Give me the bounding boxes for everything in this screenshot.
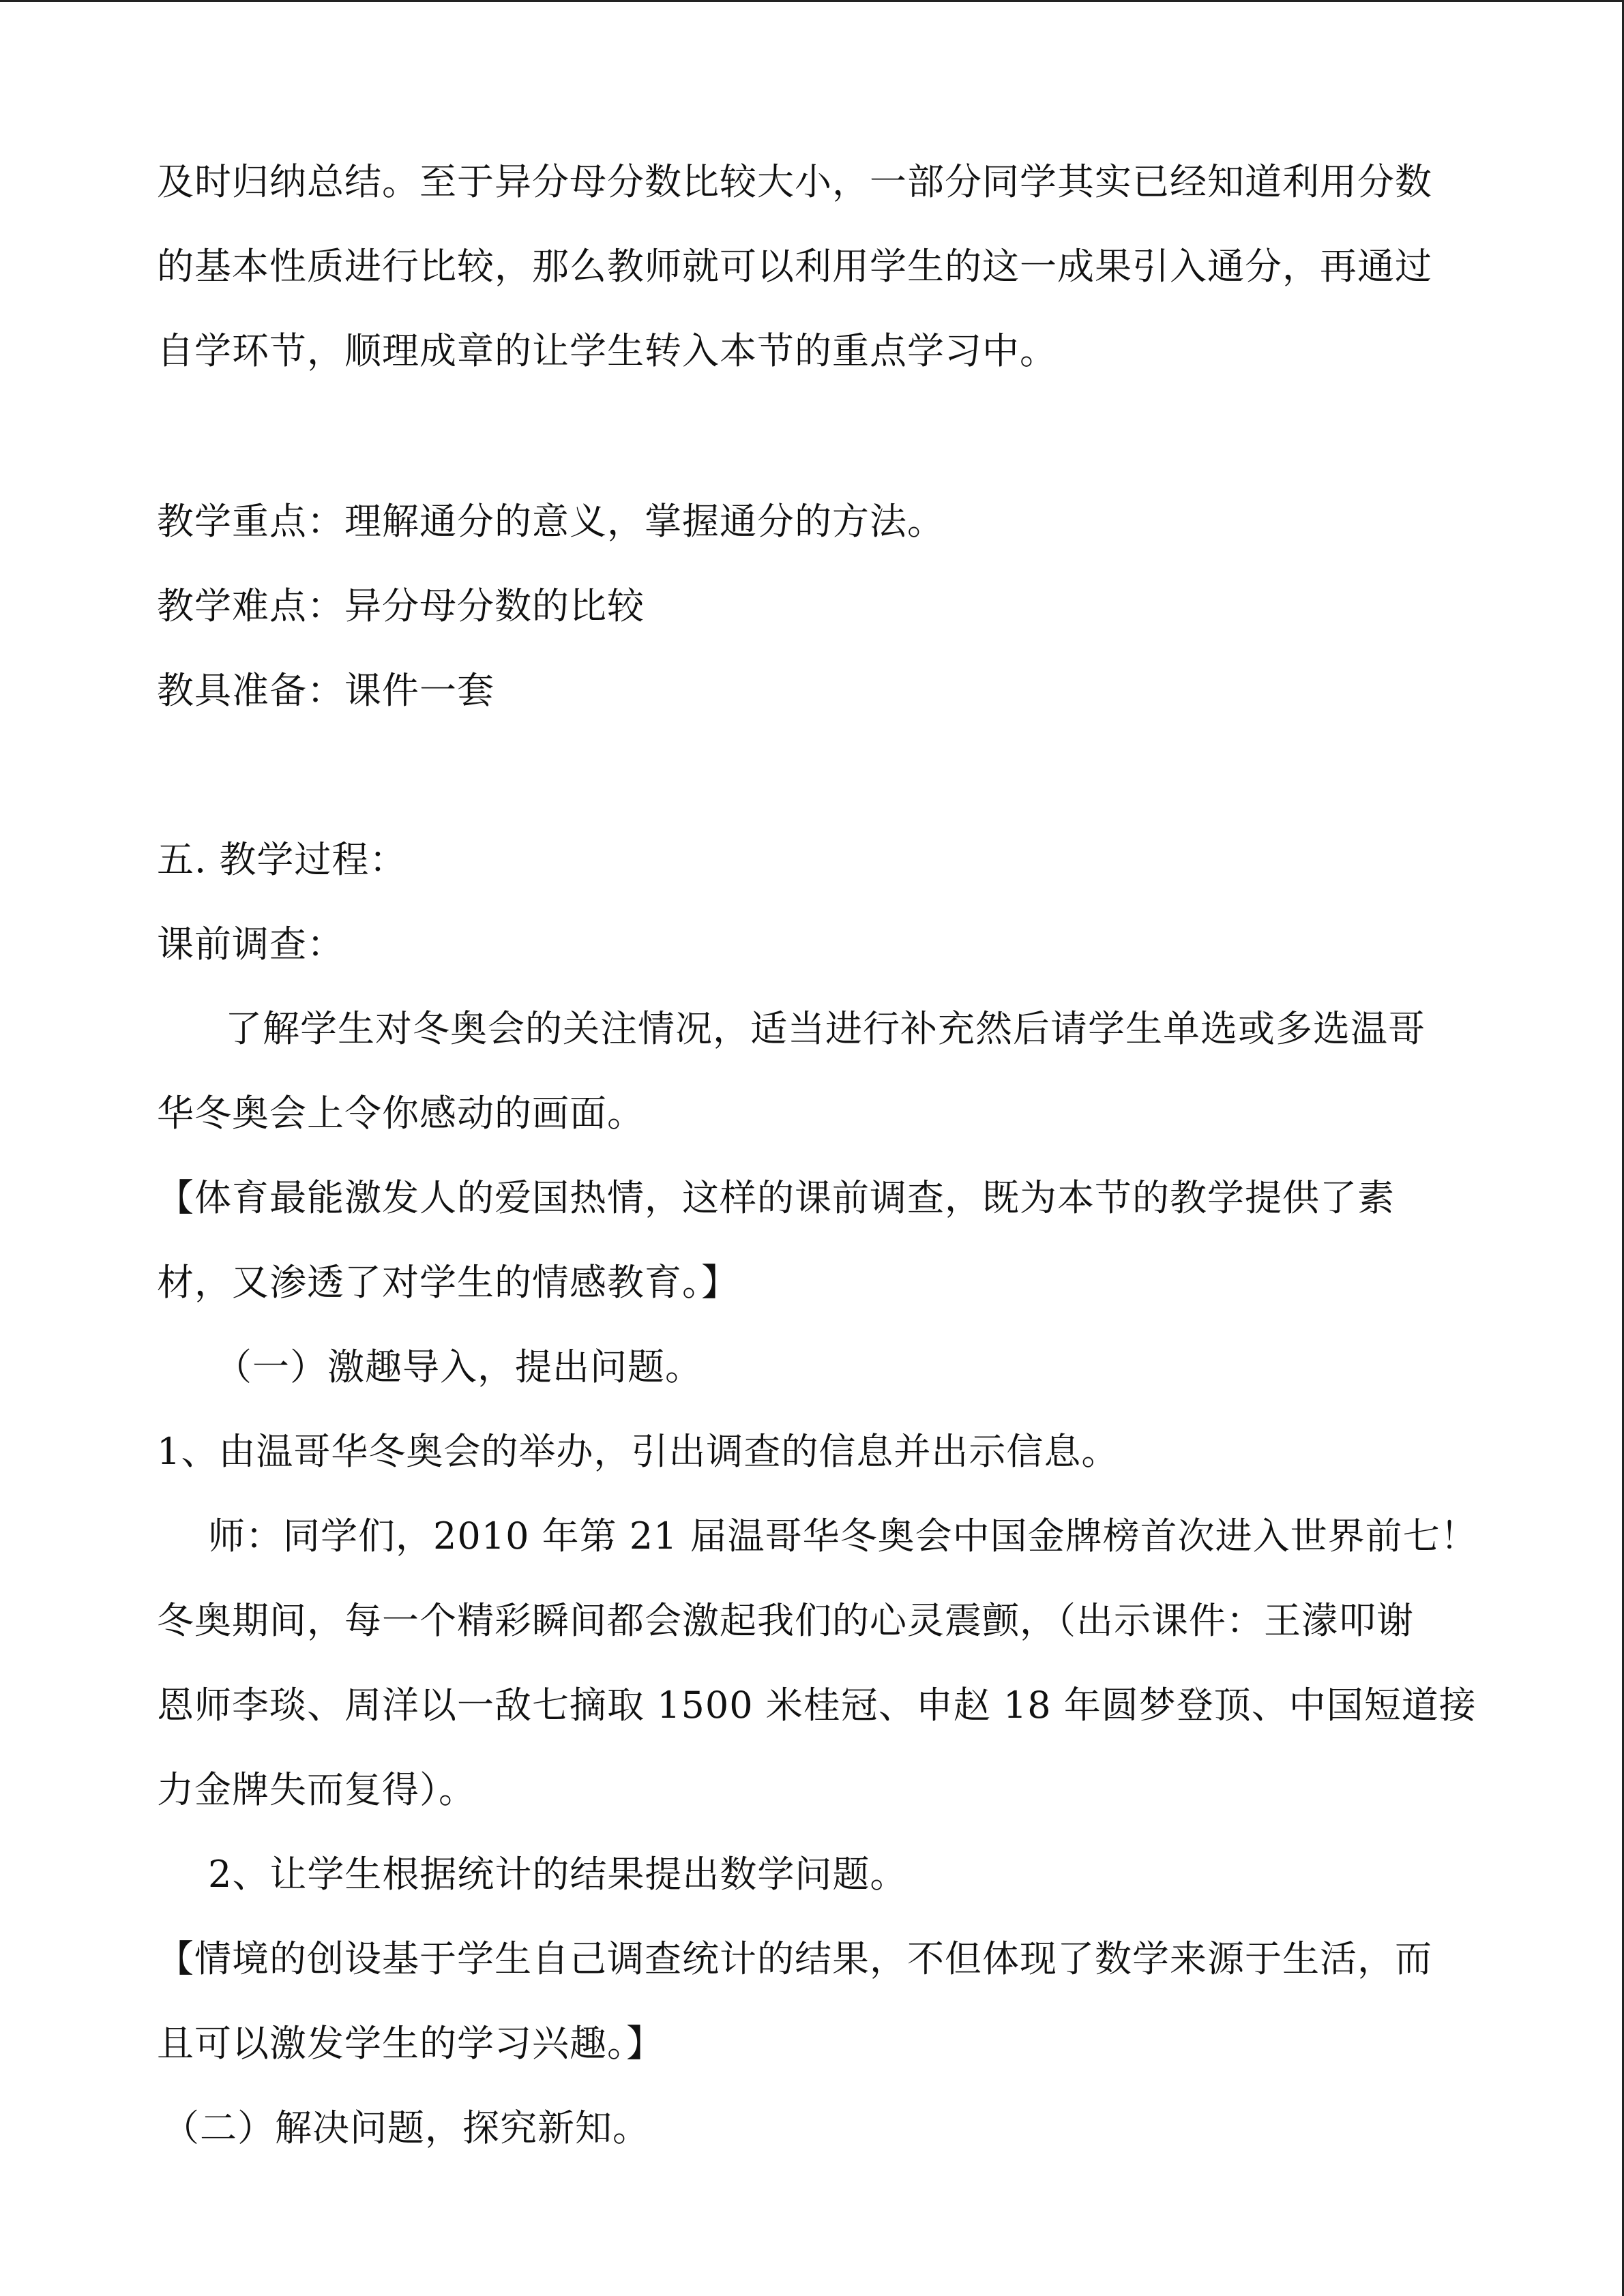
list-item: 2、让学生根据统计的结果提出数学问题。 [208, 1853, 908, 1896]
paragraph-line: 自学环节，顺理成章的让学生转入本节的重点学习中。 [157, 329, 1057, 372]
paragraph-line: 师：同学们，2010 年第 21 届温哥华冬奥会中国金牌榜首次进入世界前七！ [208, 1515, 1478, 1557]
section-heading: 五. 教学过程： [157, 838, 407, 881]
teaching-focus: 教学重点：理解通分的意义，掌握通分的方法。 [157, 500, 945, 543]
paragraph-line: 恩师李琰、周洋以一敌七摘取 1500 米桂冠、申赵 18 年圆梦登顶、中国短道接 [157, 1684, 1477, 1727]
step-heading: （一）激趣导入，提出问题。 [215, 1345, 703, 1388]
paragraph-line: 冬奥期间，每一个精彩瞬间都会激起我们的心灵震颤，（出示课件：王濛叩谢 [157, 1599, 1414, 1642]
annotation-line: 【体育最能激发人的爱国热情，这样的课前调查，既为本节的教学提供了素 [157, 1176, 1395, 1219]
subsection-heading: 课前调查： [157, 923, 344, 966]
paragraph-line: 及时归纳总结。至于异分母分数比较大小，一部分同学其实已经知道利用分数 [157, 160, 1432, 203]
annotation-line: 且可以激发学生的学习兴趣。】 [157, 2022, 664, 2065]
paragraph-line: 力金牌失而复得）。 [157, 1768, 476, 1811]
list-item: 1、由温哥华冬奥会的举办，引出调查的信息并出示信息。 [157, 1430, 1119, 1473]
teaching-difficulty: 教学难点：异分母分数的比较 [157, 584, 645, 627]
paragraph-line: 华冬奥会上令你感动的画面。 [157, 1092, 645, 1135]
paragraph-line: 的基本性质进行比较，那么教师就可以利用学生的这一成果引入通分，再通过 [157, 245, 1432, 288]
paragraph-line: 了解学生对冬奥会的关注情况，适当进行补充然后请学生单选或多选温哥 [225, 1007, 1426, 1050]
annotation-line: 材，又渗透了对学生的情感教育。】 [157, 1261, 739, 1304]
annotation-line: 【情境的创设基于学生自己调查统计的结果，不但体现了数学来源于生活，而 [157, 1937, 1432, 1980]
step-heading: （二）解决问题，探究新知。 [162, 2106, 650, 2149]
teaching-tools: 教具准备：课件一套 [157, 669, 494, 712]
